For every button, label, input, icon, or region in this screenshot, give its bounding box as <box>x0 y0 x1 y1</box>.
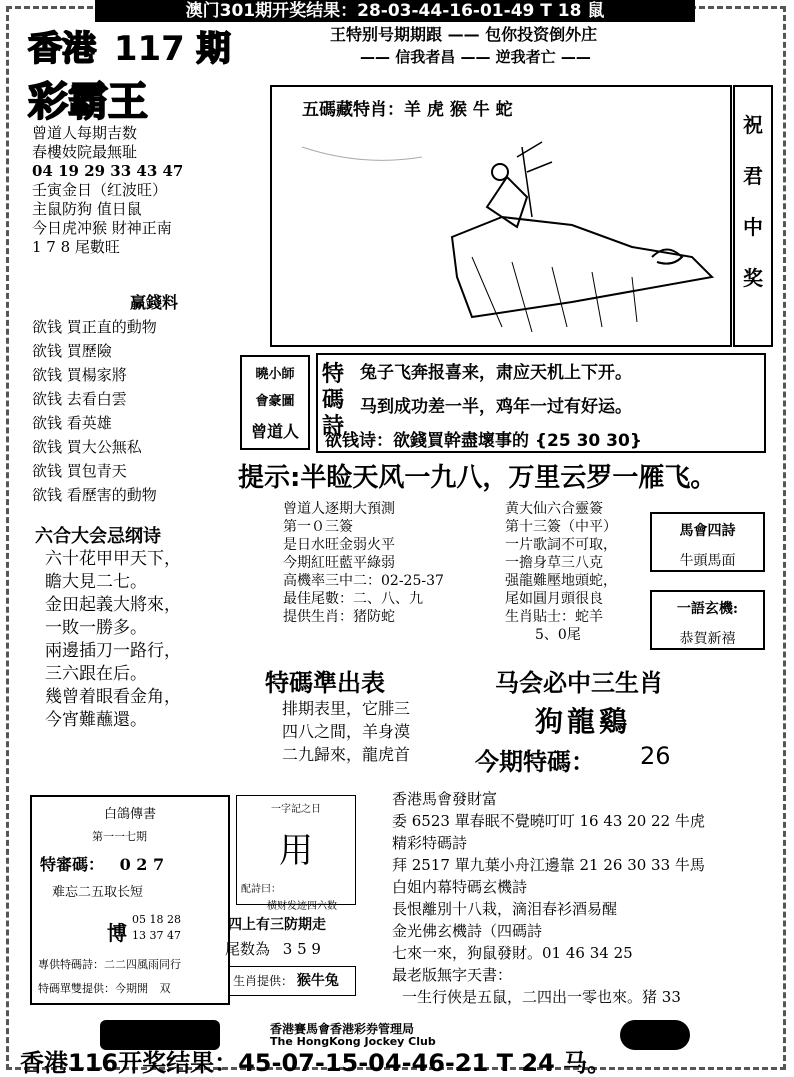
lhc-line: 瞻大見二七。 <box>45 572 147 592</box>
huang-line: 第十三簽（中平） <box>505 519 617 535</box>
ticket-tema-row <box>40 852 228 875</box>
intro-line: 主鼠防狗 值日鼠 <box>32 200 142 218</box>
ticket-row-1: 專供特碼詩：二二四風雨同行 <box>38 958 181 971</box>
lhc-line: 金田起義大將來， <box>45 595 181 615</box>
tail-label: 尾数為 <box>225 940 271 958</box>
jockey-club-logo <box>100 1020 220 1050</box>
tema-table-title: 特碼準出表 <box>265 669 385 697</box>
mahui-three-title: 马会必中三生肖 <box>495 669 663 697</box>
tema-table-line: 二九歸來，龍虎首 <box>282 745 411 764</box>
today-tema-label: 今期特碼： <box>475 748 595 776</box>
zodiac-provide-value: 猴牛兔 <box>296 973 339 989</box>
ticket-row-2-value: 双 <box>159 982 171 995</box>
right-line: 香港馬會發財富 <box>392 790 498 808</box>
ticket-period: 第一一七期 <box>92 830 147 843</box>
prediction-line: 是日水旺金弱火平 <box>283 537 395 553</box>
blessing-vertical <box>733 85 773 347</box>
lhc-line: 三六跟在后。 <box>45 664 147 684</box>
prediction-block <box>283 500 444 626</box>
right-line: 金光佛玄機詩（四碼詩 <box>392 922 543 940</box>
period-number: 117 <box>113 29 185 69</box>
zodiac-provide-label: 生肖提供： <box>233 974 294 988</box>
poem-line-2: 马到成功差一半，鸡年一过有好运。 <box>360 397 632 417</box>
huang-line: 5、0尾 <box>535 627 581 643</box>
ticket-row-2-label: 特碼單雙提供：今期開 <box>38 982 148 995</box>
win-line: 欲钱 去看白雲 <box>32 390 127 408</box>
lhc-poem <box>45 548 181 732</box>
char-label: 配詩曰： <box>241 884 281 895</box>
logo-box <box>240 355 310 450</box>
huang-line: 生肖貼士：蛇羊 <box>505 609 603 625</box>
prediction-line: 今期紅旺藍平綠弱 <box>283 555 395 571</box>
hk-result-banner: 香港116开奖结果：45-07-15-04-46-21 T 24 马。 <box>20 1049 612 1077</box>
win-line: 欲钱 買楊家將 <box>32 366 127 384</box>
macau-result-banner: 澳门301期开奖结果：28-03-44-16-01-49 T 18 鼠 <box>95 0 695 22</box>
intro-line: 春樓妓院最無耻 <box>32 143 138 161</box>
tail-row <box>225 938 321 959</box>
lhc-title: 六合大会忌纲诗 <box>35 526 161 547</box>
logo-line: 曉小師 <box>255 367 295 382</box>
period-suffix: 期 <box>196 29 231 69</box>
char-poem: 横财发迹四六数 <box>267 901 337 912</box>
intro-line: 04 19 29 33 43 47 <box>32 162 184 180</box>
prediction-line: 高機率三中二：02-25-37 <box>283 573 444 589</box>
poem-line-1: 兔子飞奔报喜来，肃应天机上下开。 <box>360 363 632 383</box>
intro-line: 曾道人每期吉数 <box>32 124 138 142</box>
right-line: 長恨離別十八栽，滴泪春衫酒易醒 <box>392 900 618 918</box>
right-line: 精彩特碼詩 <box>392 834 468 852</box>
huang-line: 一片歌詞不可取， <box>505 537 617 553</box>
poem-line-3: 欲钱诗：欲錢買幹盡壞事的 {25 30 30} <box>325 431 642 451</box>
win-title: 赢錢料 <box>130 293 179 312</box>
ticket-hint: 难忘二五取长短 <box>52 885 144 900</box>
right-line: 一生行俠是五鼠，二四出一零也來。猪 33 <box>402 988 681 1006</box>
prediction-line: 第一０三簽 <box>283 519 353 535</box>
right-column <box>392 788 705 1008</box>
blessing-char: 中 <box>743 215 763 239</box>
intro-line: 1 7 8 尾數旺 <box>32 238 120 256</box>
yiyu-box <box>650 590 765 650</box>
ticket-nums-2: 13 37 47 <box>132 929 181 942</box>
pigeon-ticket <box>30 795 230 1005</box>
brand-title: 彩霸王 <box>28 79 148 125</box>
footer-org: 香港賽馬會香港彩券管理局 <box>270 1022 415 1036</box>
illustration-panel <box>270 85 732 347</box>
char-value: 用 <box>279 831 313 871</box>
ticket-row-2 <box>38 980 228 996</box>
lhc-line: 兩邊插刀一路行， <box>45 641 181 661</box>
logo-line: 會豪圖 <box>255 394 295 409</box>
ticket-bo: 博 <box>107 921 127 945</box>
hint-line: 提示:半睑天风一九八，万里云罗一雁飞。 <box>238 463 717 493</box>
one-char-box <box>236 795 356 912</box>
mahui-value: 牛頭馬面 <box>679 553 736 569</box>
ticket-tema-value: 0 2 7 <box>119 855 165 874</box>
ticket-title: 白鴿傳書 <box>103 807 156 822</box>
special-line: 王特别号期期跟 —— 包你投资倒外庄 <box>330 25 598 44</box>
char-title: 一字記之日 <box>271 804 321 815</box>
prediction-line: 曾道人逐期大預測 <box>283 501 395 517</box>
blessing-char: 祝 <box>743 113 763 137</box>
motto: —— 信我者昌 —— 逆我者亡 —— <box>360 48 591 66</box>
win-line: 欲钱 看英雄 <box>32 414 112 432</box>
prediction-line: 提供生肖：猪防蛇 <box>283 609 395 625</box>
right-line: 最老版無字天書： <box>392 966 513 984</box>
prediction-line: 最佳尾數：二、八、九 <box>283 591 423 607</box>
footer-logo-strip <box>100 1020 700 1050</box>
huang-line: 强龍難壓地頭蛇， <box>505 573 617 589</box>
today-tema-number: 26 <box>640 742 671 770</box>
tema-poem-label: 特碼詩 <box>322 362 345 439</box>
win-list <box>32 315 252 507</box>
blessing-char: 君 <box>743 164 763 188</box>
win-line: 欲钱 買正直的動物 <box>32 318 157 336</box>
win-line: 欲钱 買包青天 <box>32 462 127 480</box>
lhc-line: 一敗一勝多。 <box>45 618 147 638</box>
three-periods: 四上有三防期走 <box>228 917 326 933</box>
tema-table <box>282 697 410 766</box>
huang-line: 一擔身草三八克 <box>505 555 603 571</box>
tema-table-line: 排期表里，它腓三 <box>282 699 411 718</box>
ticket-tema-label: 特審碼： <box>40 855 105 874</box>
zodiac-provide-row <box>228 966 356 996</box>
tail-value: 3 5 9 <box>282 940 321 958</box>
illustration-caption: 五碼藏特肖：羊 虎 猴 牛 蛇 <box>302 100 513 120</box>
right-line: 委 6523 單春眠不覺曉叮叮 16 43 20 22 牛虎 <box>392 812 705 830</box>
huang-daxian-block <box>505 500 617 644</box>
win-line: 欲钱 看歷害的動物 <box>32 486 157 504</box>
lottery-logo <box>620 1020 690 1050</box>
win-line: 欲钱 買大公無私 <box>32 438 142 456</box>
period-title <box>28 28 238 70</box>
footer-en: The HongKong Jockey Club <box>270 1035 436 1048</box>
right-line: 拜 2517 單九葉小舟江邊靠 21 26 30 33 牛馬 <box>392 856 705 874</box>
period-prefix: 香港 <box>28 29 96 69</box>
blessing-char: 奖 <box>743 266 763 290</box>
logo-line: 曾道人 <box>250 422 299 441</box>
left-intro <box>32 124 267 257</box>
mahui-title: 馬會四詩 <box>679 523 736 539</box>
yiyu-value: 恭賀新禧 <box>679 631 736 647</box>
win-line: 欲钱 買歷險 <box>32 342 112 360</box>
yiyu-title: 一語玄機: <box>676 601 739 617</box>
intro-line: 壬寅金日（红波旺） <box>32 181 168 199</box>
right-line: 白姐内幕特碼玄機詩 <box>392 878 528 896</box>
ticket-nums-1: 05 18 28 <box>132 913 181 926</box>
lhc-line: 今宵難蘸還。 <box>45 710 147 730</box>
cliff-rider-illustration <box>272 87 730 345</box>
right-line: 七來一來，狗鼠發財。01 46 34 25 <box>392 944 633 962</box>
lhc-line: 幾曾着眼看金角， <box>45 687 181 707</box>
intro-line: 今日虎冲猴 財神正南 <box>32 219 172 237</box>
zodiac-three: 狗龍鷄 <box>535 705 632 738</box>
ticket-nums <box>132 912 228 944</box>
mahui-poem-box <box>650 512 765 572</box>
lhc-line: 六十花甲甲天下， <box>45 549 181 569</box>
tema-table-line: 四八之間，羊身漠 <box>282 722 411 741</box>
huang-line: 尾如圓月頭很良 <box>505 591 603 607</box>
huang-line: 黄大仙六合靈簽 <box>505 501 603 517</box>
